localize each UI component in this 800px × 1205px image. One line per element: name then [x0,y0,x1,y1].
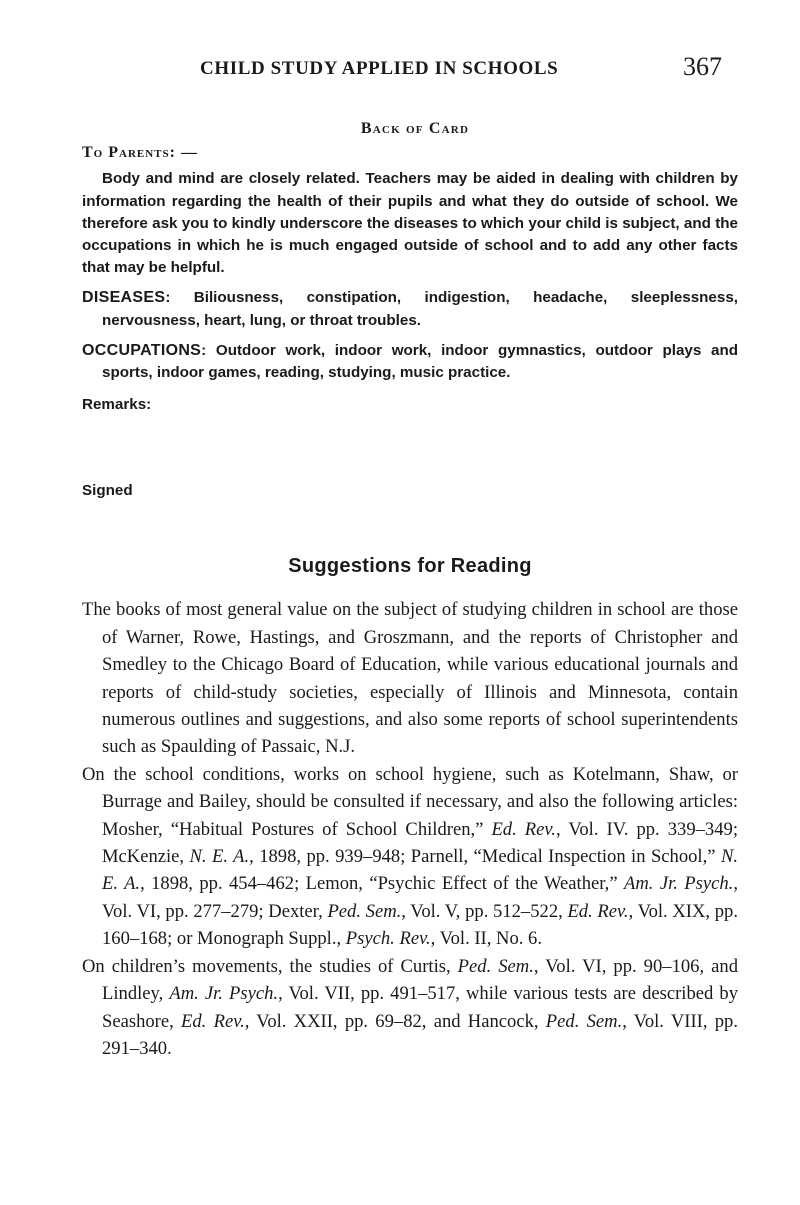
journal-title: N. E. A. [102,846,738,895]
card-title: Back of Card [360,120,470,137]
text-run: , Vol. II, No. 6. [430,928,543,950]
text-run: , Vol. VI, pp. 277–279; Dexter, [102,873,738,922]
journal-title: Ed. Rev. [181,1010,245,1032]
to-parents-heading: To Parents: — [82,144,198,162]
reading-paragraph-2 [82,761,738,953]
occupations-label: OCCUPATIONS [82,341,202,359]
text-run: , 1898, pp. 939–948; Parnell, “Medical Inspection in School,” [249,846,721,868]
section-title: Suggestions for Reading [288,555,532,577]
text-run: , Vol. VIII, pp. 291–340. [102,1010,738,1059]
text-run: , Vol. XIX, pp. 160–168; or Monograph Suppl., [102,900,738,950]
text-run: On the school conditions, works on school hygiene, such as Kotelmann, Shaw, or Burrage and Bailey, should be consulted if necessary, and also the following articles: Mosher, “Habitual Postures of School Children,” [82,763,738,840]
journal-title: Psych. Rev. [345,928,431,950]
reading-paragraph-3 [82,953,738,1063]
diseases-label: DISEASES [82,289,166,307]
signed-label: Signed [82,482,133,500]
back-of-card [82,118,738,503]
occupations-text: : Outdoor work, indoor work, indoor gymnastics, outdoor plays and sports, indoor games, reading, studying, music practice. [102,341,738,382]
reading-paragraph-1: The books of most general value on the subject of studying children in school are those of Warner, Rowe, Hastings, and Groszmann, and the reports of Christopher and Smedley to the Chicago Board of Education, while various educational journals and reports of child-study societies, especially of Illinois and Minnesota, contain numerous outlines and suggestions, and also some reports of school superintendents such as Spaulding of Passaic, N.J. [82,599,738,758]
occupations-line [82,340,738,384]
journal-title: Ped. Sem. [545,1010,623,1032]
suggestions-section [82,553,738,1062]
text-run: , Vol. XXII, pp. 69–82, and Hancock, [244,1010,546,1032]
text-run: , 1898, pp. 454–462; Lemon, “Psychic Effect of the Weather,” [140,873,624,895]
text-run: , Vol. V, pp. 512–522, [401,900,568,922]
diseases-text: : Biliousness, constipation, indigestion, headache, sleeplessness, nervousness, heart, lung, or throat troubles. [102,289,738,329]
journal-title: Am. Jr. Psych. [169,983,279,1005]
text-run: , Vol. IV. pp. 339–349; McKenzie, [102,818,738,868]
journal-title: N. E. A. [189,846,250,868]
page-number: 367 [683,52,722,81]
journal-title: Ed. Rev. [567,900,629,922]
running-head: CHILD STUDY APPLIED IN SCHOOLS [200,58,559,79]
remarks-label: Remarks: [82,396,152,414]
card-intro: Body and mind are closely related. Teachers may be aided in dealing with children by information regarding the health of their pupils and what they do outside of school. We therefore ask you to kindly underscore the diseases to which your child is subject, and the occupations in which he is much engaged outside of school and to add any other facts that may be helpful. [82,170,738,277]
journal-title: Ped. Sem. [327,900,402,922]
text-run: , Vol. VI, pp. 90–106, and Lindley, [102,955,738,1005]
journal-title: Am. Jr. Psych. [623,873,734,895]
diseases-line [82,287,738,331]
text-run: On children’s movements, the studies of Curtis, [82,955,458,977]
journal-title: Ped. Sem. [457,955,534,977]
journal-title: Ed. Rev. [491,818,556,840]
text-run: , Vol. VII, pp. 491–517, while various tests are described by Seashore, [102,983,738,1032]
